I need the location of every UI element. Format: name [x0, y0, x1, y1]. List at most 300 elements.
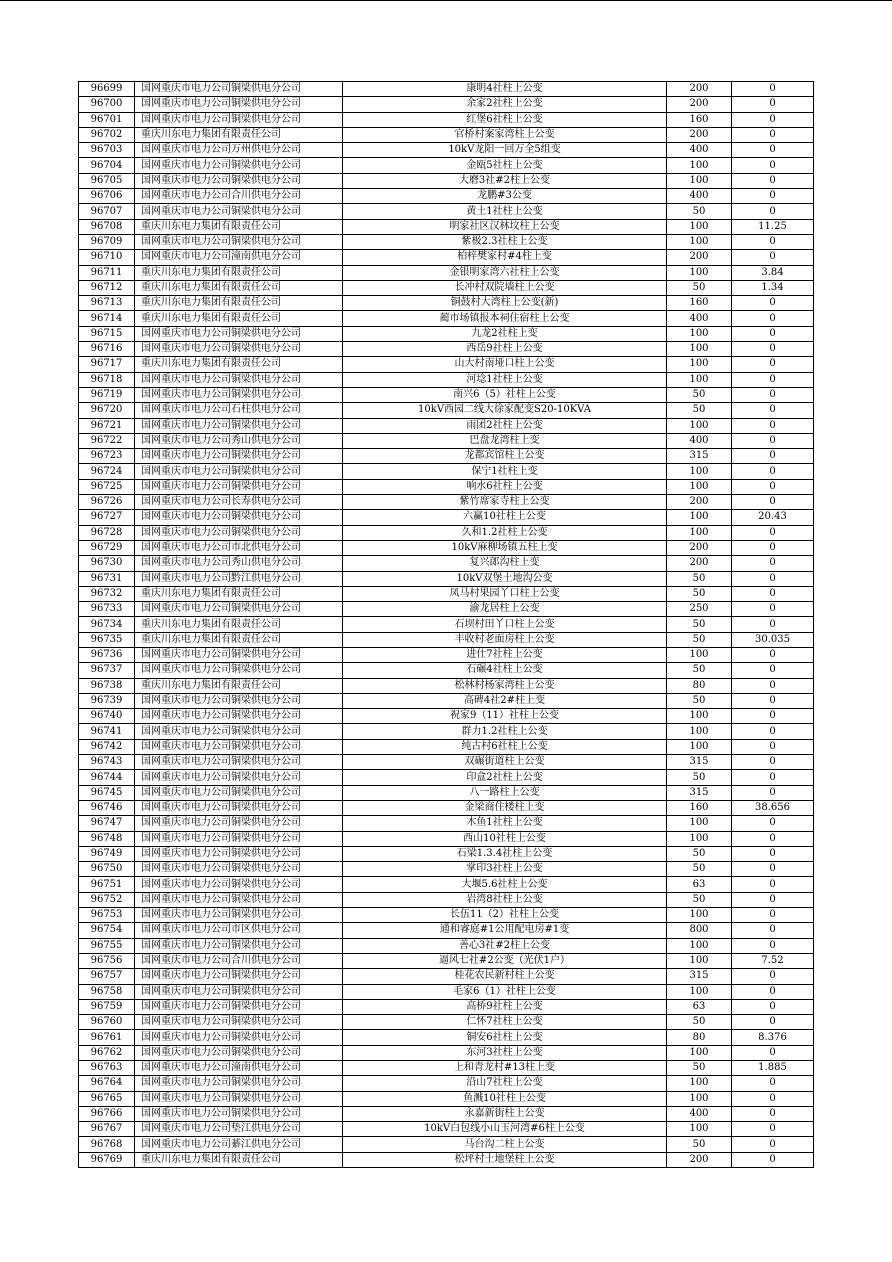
capacity-cell: 63 [667, 877, 732, 892]
capacity-cell: 100 [667, 1045, 732, 1060]
transformer-name-cell: 雨团2社柱上公变 [343, 418, 667, 433]
company-cell: 国网重庆市电力公司铜梁供电分公司 [135, 418, 343, 433]
row-id-cell: 96748 [79, 831, 135, 846]
capacity-cell: 100 [667, 418, 732, 433]
row-id-cell: 96700 [79, 97, 135, 112]
transformer-name-cell: 龙鹏#3公变 [343, 189, 667, 204]
value-cell: 0 [732, 1015, 814, 1030]
table-row [79, 1045, 814, 1060]
transformer-name-cell: 大堰5.6社柱上公变 [343, 877, 667, 892]
row-id-cell: 96768 [79, 1137, 135, 1152]
capacity-cell: 50 [667, 571, 732, 586]
company-cell: 国网重庆市电力公司万州供电分公司 [135, 143, 343, 158]
company-cell: 国网重庆市电力公司铜梁供电分公司 [135, 999, 343, 1014]
transformer-name-cell: 祝家9（11）社柱上公变 [343, 709, 667, 724]
table-row [79, 770, 814, 785]
row-id-cell: 96744 [79, 770, 135, 785]
table-row [79, 831, 814, 846]
transformer-name-cell: 马台沟二柱上公变 [343, 1137, 667, 1152]
table-row [79, 525, 814, 540]
transformer-name-cell: 10kV麻柳场镇五柱上变 [343, 540, 667, 555]
capacity-cell: 400 [667, 143, 732, 158]
company-cell: 国网重庆市电力公司铜梁供电分公司 [135, 647, 343, 662]
transformer-name-cell: 双碾街道柱上公变 [343, 755, 667, 770]
table-row [79, 800, 814, 815]
row-id-cell: 96721 [79, 418, 135, 433]
row-id-cell: 96751 [79, 877, 135, 892]
row-id-cell: 96719 [79, 387, 135, 402]
row-id-cell: 96745 [79, 785, 135, 800]
capacity-cell: 50 [667, 280, 732, 295]
value-cell: 0 [732, 525, 814, 540]
row-id-cell: 96716 [79, 342, 135, 357]
transformer-name-cell: 大磨3社#2柱上公变 [343, 173, 667, 188]
value-cell: 0 [732, 647, 814, 662]
table-row [79, 556, 814, 571]
company-cell: 国网重庆市电力公司铜梁供电分公司 [135, 449, 343, 464]
company-cell: 国网重庆市电力公司铜梁供电分公司 [135, 739, 343, 754]
value-cell: 30.035 [732, 632, 814, 647]
row-id-cell: 96747 [79, 816, 135, 831]
capacity-cell: 100 [667, 709, 732, 724]
capacity-cell: 200 [667, 97, 732, 112]
table-row [79, 1122, 814, 1137]
capacity-cell: 100 [667, 372, 732, 387]
row-id-cell: 96754 [79, 923, 135, 938]
transformer-name-cell: 金银明家湾六社柱上公变 [343, 265, 667, 280]
row-id-cell: 96723 [79, 449, 135, 464]
transformer-name-cell: 复兴郎沟柱上变 [343, 556, 667, 571]
table-row [79, 387, 814, 402]
company-cell: 国网重庆市电力公司市区供电分公司 [135, 923, 343, 938]
table-row [79, 342, 814, 357]
value-cell: 0 [732, 709, 814, 724]
row-id-cell: 96755 [79, 938, 135, 953]
row-id-cell: 96767 [79, 1122, 135, 1137]
row-id-cell: 96706 [79, 189, 135, 204]
capacity-cell: 100 [667, 219, 732, 234]
table-row [79, 1061, 814, 1076]
row-id-cell: 96717 [79, 357, 135, 372]
table-row [79, 234, 814, 249]
row-id-cell: 96726 [79, 495, 135, 510]
row-id-cell: 96712 [79, 280, 135, 295]
capacity-cell: 315 [667, 785, 732, 800]
table-row [79, 1076, 814, 1091]
capacity-cell: 50 [667, 204, 732, 219]
table-row [79, 938, 814, 953]
transformer-name-cell: 10kV双堡土地沟公变 [343, 571, 667, 586]
capacity-cell: 100 [667, 1091, 732, 1106]
capacity-cell: 200 [667, 1152, 732, 1167]
value-cell: 0 [732, 449, 814, 464]
capacity-cell: 50 [667, 1137, 732, 1152]
company-cell: 重庆川东电力集团有限责任公司 [135, 311, 343, 326]
value-cell: 0 [732, 372, 814, 387]
value-cell: 0 [732, 663, 814, 678]
company-cell: 重庆川东电力集团有限责任公司 [135, 280, 343, 295]
company-cell: 国网重庆市电力公司铜梁供电分公司 [135, 342, 343, 357]
capacity-cell: 100 [667, 357, 732, 372]
value-cell: 0 [732, 250, 814, 265]
company-cell: 重庆川东电力集团有限责任公司 [135, 265, 343, 280]
transformer-name-cell: 掌印3社柱上公变 [343, 862, 667, 877]
company-cell: 重庆川东电力集团有限责任公司 [135, 127, 343, 142]
table-row [79, 296, 814, 311]
company-cell: 国网重庆市电力公司秀山供电分公司 [135, 433, 343, 448]
transformer-name-cell: 桂花农民新村柱上公变 [343, 969, 667, 984]
table-row [79, 112, 814, 127]
capacity-cell: 250 [667, 602, 732, 617]
value-cell: 0 [732, 97, 814, 112]
company-cell: 国网重庆市电力公司铜梁供电分公司 [135, 1106, 343, 1121]
row-id-cell: 96711 [79, 265, 135, 280]
transformer-name-cell: 西岳9社柱上公变 [343, 342, 667, 357]
row-id-cell: 96710 [79, 250, 135, 265]
transformer-name-cell: 高碑4社2#柱上变 [343, 693, 667, 708]
transformer-name-cell: 渝龙居柱上公变 [343, 602, 667, 617]
table-row [79, 418, 814, 433]
row-id-cell: 96730 [79, 556, 135, 571]
value-cell: 0 [732, 173, 814, 188]
capacity-cell: 100 [667, 510, 732, 525]
capacity-cell: 100 [667, 816, 732, 831]
transformer-name-cell: 八一路柱上公变 [343, 785, 667, 800]
table-row [79, 265, 814, 280]
company-cell: 国网重庆市电力公司铜梁供电分公司 [135, 724, 343, 739]
company-cell: 国网重庆市电力公司铜梁供电分公司 [135, 158, 343, 173]
transformer-name-cell: 巴盘龙湾柱上变 [343, 433, 667, 448]
table-row [79, 127, 814, 142]
row-id-cell: 96759 [79, 999, 135, 1014]
company-cell: 国网重庆市电力公司铜梁供电分公司 [135, 938, 343, 953]
transformer-name-cell: 松林村杨家湾柱上公变 [343, 678, 667, 693]
transformer-name-cell: 余家2社柱上公变 [343, 97, 667, 112]
company-cell: 国网重庆市电力公司铜梁供电分公司 [135, 800, 343, 815]
company-cell: 国网重庆市电力公司铜梁供电分公司 [135, 892, 343, 907]
value-cell: 0 [732, 112, 814, 127]
row-id-cell: 96703 [79, 143, 135, 158]
transformer-name-cell: 明家社区汉林坟柱上公变 [343, 219, 667, 234]
row-id-cell: 96724 [79, 464, 135, 479]
transformer-name-cell: 纯古村6社柱上公变 [343, 739, 667, 754]
value-cell: 0 [732, 602, 814, 617]
company-cell: 国网重庆市电力公司铜梁供电分公司 [135, 602, 343, 617]
capacity-cell: 315 [667, 449, 732, 464]
value-cell: 0 [732, 969, 814, 984]
company-cell: 国网重庆市电力公司铜梁供电分公司 [135, 372, 343, 387]
table-row [79, 724, 814, 739]
transformer-name-cell: 沿山7社柱上公变 [343, 1076, 667, 1091]
transformer-name-cell: 凤马村果园丫口柱上公变 [343, 586, 667, 601]
table-row [79, 219, 814, 234]
capacity-cell: 100 [667, 984, 732, 999]
company-cell: 国网重庆市电力公司铜梁供电分公司 [135, 1045, 343, 1060]
value-cell: 0 [732, 724, 814, 739]
transformer-name-cell: 善心3社#2柱上公变 [343, 938, 667, 953]
table-row [79, 280, 814, 295]
row-id-cell: 96736 [79, 647, 135, 662]
company-cell: 国网重庆市电力公司铜梁供电分公司 [135, 770, 343, 785]
value-cell: 0 [732, 1076, 814, 1091]
value-cell: 0 [732, 403, 814, 418]
row-id-cell: 96732 [79, 586, 135, 601]
capacity-cell: 200 [667, 82, 732, 97]
table-row [79, 311, 814, 326]
value-cell: 0 [732, 678, 814, 693]
company-cell: 国网重庆市电力公司铜梁供电分公司 [135, 1076, 343, 1091]
row-id-cell: 96760 [79, 1015, 135, 1030]
capacity-cell: 200 [667, 556, 732, 571]
table-row [79, 433, 814, 448]
value-cell: 0 [732, 739, 814, 754]
company-cell: 国网重庆市电力公司铜梁供电分公司 [135, 969, 343, 984]
row-id-cell: 96769 [79, 1152, 135, 1167]
value-cell: 0 [732, 908, 814, 923]
row-id-cell: 96758 [79, 984, 135, 999]
value-cell: 0 [732, 999, 814, 1014]
company-cell: 国网重庆市电力公司潼南供电分公司 [135, 250, 343, 265]
row-id-cell: 96756 [79, 953, 135, 968]
value-cell: 0 [732, 464, 814, 479]
table-row [79, 969, 814, 984]
capacity-cell: 100 [667, 953, 732, 968]
row-id-cell: 96764 [79, 1076, 135, 1091]
transformer-name-cell: 河埝1社柱上公变 [343, 372, 667, 387]
company-cell: 国网重庆市电力公司铜梁供电分公司 [135, 846, 343, 861]
table-row [79, 892, 814, 907]
table-row [79, 1015, 814, 1030]
row-id-cell: 96752 [79, 892, 135, 907]
company-cell: 国网重庆市电力公司铜梁供电分公司 [135, 984, 343, 999]
transformer-name-cell: 印盒2社柱上公变 [343, 770, 667, 785]
capacity-cell: 315 [667, 969, 732, 984]
capacity-cell: 200 [667, 495, 732, 510]
row-id-cell: 96725 [79, 479, 135, 494]
company-cell: 国网重庆市电力公司铜梁供电分公司 [135, 234, 343, 249]
company-cell: 国网重庆市电力公司长寿供电分公司 [135, 495, 343, 510]
company-cell: 国网重庆市电力公司铜梁供电分公司 [135, 663, 343, 678]
value-cell: 0 [732, 387, 814, 402]
capacity-cell: 50 [667, 1015, 732, 1030]
company-cell: 国网重庆市电力公司铜梁供电分公司 [135, 112, 343, 127]
value-cell: 1.34 [732, 280, 814, 295]
capacity-cell: 50 [667, 862, 732, 877]
transformer-name-cell: 山大村南垭口柱上公变 [343, 357, 667, 372]
company-cell: 重庆川东电力集团有限责任公司 [135, 219, 343, 234]
table-row [79, 540, 814, 555]
row-id-cell: 96761 [79, 1030, 135, 1045]
row-id-cell: 96715 [79, 326, 135, 341]
transformer-name-cell: 松坪村土地堡柱上公变 [343, 1152, 667, 1167]
table-row [79, 1030, 814, 1045]
value-cell: 3.84 [732, 265, 814, 280]
company-cell: 国网重庆市电力公司铜梁供电分公司 [135, 479, 343, 494]
transformer-name-cell: 永嘉新街柱上公变 [343, 1106, 667, 1121]
value-cell: 0 [732, 1122, 814, 1137]
transformer-name-cell: 久和1.2社柱上公变 [343, 525, 667, 540]
transformer-name-cell: 长冲村双院墙柱上公变 [343, 280, 667, 295]
capacity-cell: 50 [667, 617, 732, 632]
table-row [79, 1137, 814, 1152]
transformer-name-cell: 官桥村案家湾柱上公变 [343, 127, 667, 142]
row-id-cell: 96734 [79, 617, 135, 632]
value-cell: 0 [732, 204, 814, 219]
transformer-name-cell: 岩湾8社柱上公变 [343, 892, 667, 907]
company-cell: 国网重庆市电力公司铜梁供电分公司 [135, 525, 343, 540]
value-cell: 0 [732, 127, 814, 142]
table-row [79, 953, 814, 968]
value-cell: 0 [732, 495, 814, 510]
transformer-name-cell: 高桥9社柱上公变 [343, 999, 667, 1014]
value-cell: 0 [732, 311, 814, 326]
transformer-name-cell: 六赢10社柱上公变 [343, 510, 667, 525]
row-id-cell: 96765 [79, 1091, 135, 1106]
row-id-cell: 96740 [79, 709, 135, 724]
row-id-cell: 96738 [79, 678, 135, 693]
value-cell: 0 [732, 357, 814, 372]
table-row [79, 173, 814, 188]
capacity-cell: 200 [667, 250, 732, 265]
row-id-cell: 96750 [79, 862, 135, 877]
capacity-cell: 80 [667, 1030, 732, 1045]
value-cell: 0 [732, 586, 814, 601]
value-cell: 0 [732, 82, 814, 97]
table-row [79, 816, 814, 831]
company-cell: 国网重庆市电力公司铜梁供电分公司 [135, 97, 343, 112]
value-cell: 0 [732, 877, 814, 892]
capacity-cell: 200 [667, 540, 732, 555]
row-id-cell: 96708 [79, 219, 135, 234]
capacity-cell: 80 [667, 678, 732, 693]
company-cell: 国网重庆市电力公司铜梁供电分公司 [135, 816, 343, 831]
transformer-name-cell: 东河3社柱上公变 [343, 1045, 667, 1060]
row-id-cell: 96727 [79, 510, 135, 525]
company-cell: 国网重庆市电力公司合川供电分公司 [135, 953, 343, 968]
row-id-cell: 96701 [79, 112, 135, 127]
table-row [79, 189, 814, 204]
capacity-cell: 50 [667, 403, 732, 418]
table-row [79, 647, 814, 662]
table-row [79, 571, 814, 586]
company-cell: 重庆川东电力集团有限责任公司 [135, 586, 343, 601]
transformer-name-cell: 逼风七社#2公变（光伏1户） [343, 953, 667, 968]
capacity-cell: 315 [667, 755, 732, 770]
row-id-cell: 96749 [79, 846, 135, 861]
company-cell: 国网重庆市电力公司铜梁供电分公司 [135, 831, 343, 846]
company-cell: 国网重庆市电力公司黔江供电分公司 [135, 571, 343, 586]
transformer-name-cell: 金瓯5社柱上公变 [343, 158, 667, 173]
company-cell: 国网重庆市电力公司铜梁供电分公司 [135, 387, 343, 402]
capacity-cell: 100 [667, 938, 732, 953]
transformer-name-cell: 长伍11（2）社柱上公变 [343, 908, 667, 923]
company-cell: 国网重庆市电力公司铜梁供电分公司 [135, 755, 343, 770]
transformer-name-cell: 通和睿庭#1公用配电房#1变 [343, 923, 667, 938]
row-id-cell: 96702 [79, 127, 135, 142]
table-row [79, 709, 814, 724]
value-cell: 0 [732, 143, 814, 158]
value-cell: 20.43 [732, 510, 814, 525]
transformer-name-cell: 九龙2社柱上变 [343, 326, 667, 341]
table-row [79, 403, 814, 418]
value-cell: 11.25 [732, 219, 814, 234]
company-cell: 国网重庆市电力公司铜梁供电分公司 [135, 326, 343, 341]
transformer-table [78, 81, 814, 1168]
value-cell: 1.885 [732, 1061, 814, 1076]
company-cell: 重庆川东电力集团有限责任公司 [135, 617, 343, 632]
table-row [79, 464, 814, 479]
value-cell: 8.376 [732, 1030, 814, 1045]
transformer-name-cell: 群力1.2社柱上公变 [343, 724, 667, 739]
row-id-cell: 96766 [79, 1106, 135, 1121]
capacity-cell: 50 [667, 387, 732, 402]
row-id-cell: 96741 [79, 724, 135, 739]
table-row [79, 755, 814, 770]
transformer-name-cell: 石坝村田丫口柱上公变 [343, 617, 667, 632]
transformer-name-cell: 紫竹席家寺柱上公变 [343, 495, 667, 510]
company-cell: 国网重庆市电力公司铜梁供电分公司 [135, 877, 343, 892]
row-id-cell: 96731 [79, 571, 135, 586]
top-rule [0, 0, 892, 1]
table-row [79, 158, 814, 173]
value-cell: 0 [732, 923, 814, 938]
transformer-name-cell: 仁怀7社柱上公变 [343, 1015, 667, 1030]
capacity-cell: 100 [667, 739, 732, 754]
table-row [79, 693, 814, 708]
row-id-cell: 96704 [79, 158, 135, 173]
value-cell: 0 [732, 1106, 814, 1121]
table-row [79, 663, 814, 678]
row-id-cell: 96728 [79, 525, 135, 540]
value-cell: 0 [732, 892, 814, 907]
capacity-cell: 400 [667, 1106, 732, 1121]
company-cell: 国网重庆市电力公司铜梁供电分公司 [135, 510, 343, 525]
value-cell: 0 [732, 1091, 814, 1106]
capacity-cell: 160 [667, 296, 732, 311]
capacity-cell: 50 [667, 632, 732, 647]
value-cell: 0 [732, 1152, 814, 1167]
value-cell: 0 [732, 433, 814, 448]
row-id-cell: 96729 [79, 540, 135, 555]
transformer-name-cell: 毛家6（1）社柱上公变 [343, 984, 667, 999]
company-cell: 重庆川东电力集团有限责任公司 [135, 357, 343, 372]
row-id-cell: 96735 [79, 632, 135, 647]
value-cell: 0 [732, 326, 814, 341]
transformer-name-cell: 鱼溅10社柱上公变 [343, 1091, 667, 1106]
company-cell: 国网重庆市电力公司铜梁供电分公司 [135, 862, 343, 877]
table-row [79, 1091, 814, 1106]
row-id-cell: 96705 [79, 173, 135, 188]
value-cell: 0 [732, 418, 814, 433]
row-id-cell: 96743 [79, 755, 135, 770]
company-cell: 国网重庆市电力公司铜梁供电分公司 [135, 709, 343, 724]
transformer-name-cell: 南兴6（5）社柱上公变 [343, 387, 667, 402]
transformer-name-cell: 响水6社柱上公变 [343, 479, 667, 494]
value-cell: 0 [732, 158, 814, 173]
transformer-name-cell: 丰收村老面房柱上公变 [343, 632, 667, 647]
value-cell: 7.52 [732, 953, 814, 968]
capacity-cell: 400 [667, 311, 732, 326]
transformer-name-cell: 铜安6社柱上公变 [343, 1030, 667, 1045]
row-id-cell: 96713 [79, 296, 135, 311]
transformer-name-cell: 进仕7社柱上公变 [343, 647, 667, 662]
capacity-cell: 50 [667, 586, 732, 601]
company-cell: 国网重庆市电力公司潼南供电分公司 [135, 1061, 343, 1076]
company-cell: 国网重庆市电力公司铜梁供电分公司 [135, 204, 343, 219]
transformer-name-cell: 康明4社柱上公变 [343, 82, 667, 97]
table-row [79, 999, 814, 1014]
table-row [79, 326, 814, 341]
